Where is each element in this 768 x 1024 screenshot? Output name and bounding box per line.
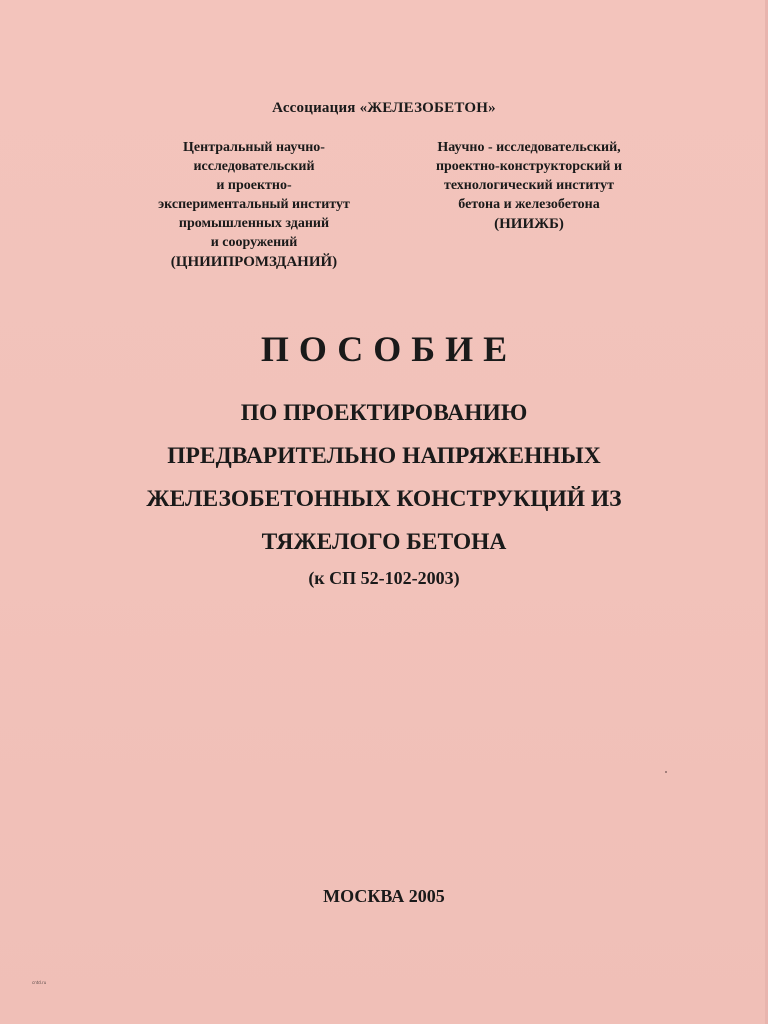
city-year: МОСКВА 2005 <box>323 886 445 906</box>
institute-left-line: экспериментальный институт <box>158 197 350 212</box>
corner-watermark: cntd.ru <box>32 980 47 985</box>
institute-right-line: проектно-конструкторский и <box>435 159 623 174</box>
institute-left-block <box>128 138 380 272</box>
institute-right-block <box>400 138 658 234</box>
document-subtitle <box>0 392 768 564</box>
document-title: ПОСОБИЕ <box>260 329 518 369</box>
institute-left-line: и сооружений <box>210 235 298 250</box>
institute-right-abbreviation: (НИИЖБ) <box>494 216 564 232</box>
subtitle-line: ТЯЖЕЛОГО БЕТОНА <box>261 529 507 555</box>
institute-left-line: исследовательский <box>193 159 315 174</box>
paper-speck <box>665 771 667 773</box>
institute-right-line: бетона и железобетона <box>458 197 600 212</box>
institute-right-line: технологический институт <box>443 178 615 193</box>
standard-reference: (к СП 52-102-2003) <box>308 568 460 588</box>
subtitle-line: ПРЕДВАРИТЕЛЬНО НАПРЯЖЕННЫХ <box>167 443 601 469</box>
institute-left-line: промышленных зданий <box>178 216 330 231</box>
association-header: Ассоциация «ЖЕЛЕЗОБЕТОН» <box>272 100 496 116</box>
institute-left-line: и проектно- <box>216 178 292 193</box>
subtitle-line: ПО ПРОЕКТИРОВАНИЮ <box>240 400 528 426</box>
subtitle-line: ЖЕЛЕЗОБЕТОННЫХ КОНСТРУКЦИЙ ИЗ <box>146 486 622 512</box>
institute-left-line: Центральный научно- <box>183 140 325 155</box>
institute-left-abbreviation: (ЦНИИПРОМЗДАНИЙ) <box>170 254 338 270</box>
institute-right-line: Научно - исследовательский, <box>437 140 621 155</box>
